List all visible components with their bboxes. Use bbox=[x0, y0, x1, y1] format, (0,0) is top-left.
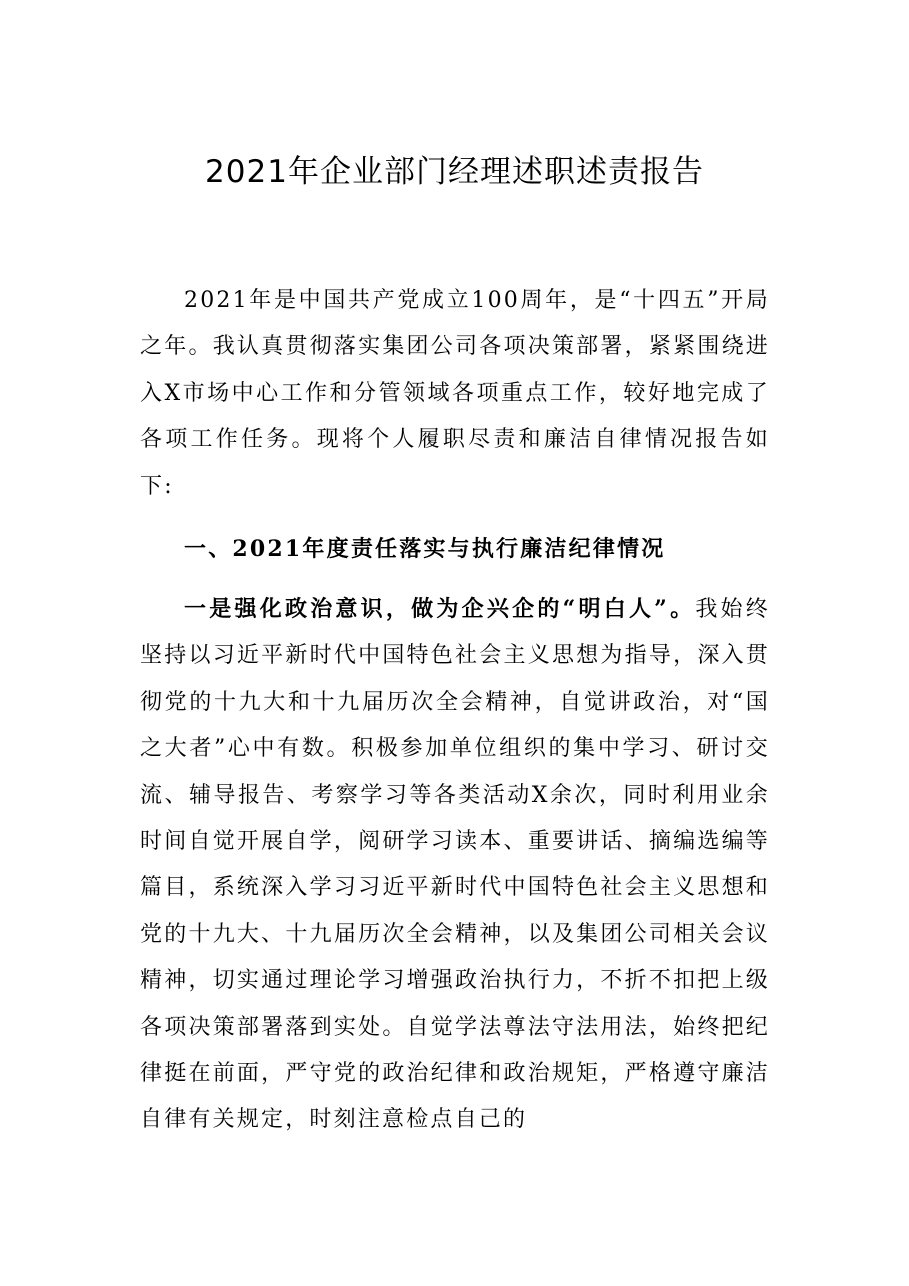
document-title: 2021年企业部门经理述职述责报告 bbox=[205, 154, 704, 190]
intro-paragraph: 2021年是中国共产党成立100周年，是“十四五”开局之年。我认真贯彻落实集团公司各项决策部署，紧紧围绕进入X市场中心工作和分管领域各项重点工作，较好地完成了各项工作任务。现将个人履职尽责和廉洁自律情况报告如下: bbox=[140, 288, 770, 499]
paragraph-lead: 一是强化政治意识，做为企兴企的“明白人”。 bbox=[184, 596, 696, 622]
paragraph-body: 我始终坚持以习近平新时代中国特色社会主义思想为指导，深入贯彻党的十九大和十九届历次全会精神，自觉讲政治，对“国之大者”心中有数。积极参加单位组织的集中学习、研讨交流、辅导报告、考察学习等各类活动X余次，同时利用业余时间自觉开展自学，阅研学习读本、重要讲话、摘编选编等篇目，系统深入学习习近平新时代中国特色社会主义思想和党的十九大、十九届历次全会精神，以及集团公司相关会议精神，切实通过理论学习增强政治执行力，不折不扣把上级各项决策部署落到实处。自觉学法尊法守法用法，始终把纪律挺在前面，严守党的政治纪律和政治规矩，严格遵守廉洁自律有关规定，时刻注意检点自己的 bbox=[140, 597, 770, 1133]
section-heading: 一、2021年度责任落实与执行廉洁纪律情况 bbox=[184, 536, 666, 562]
section-paragraph bbox=[140, 586, 770, 1144]
